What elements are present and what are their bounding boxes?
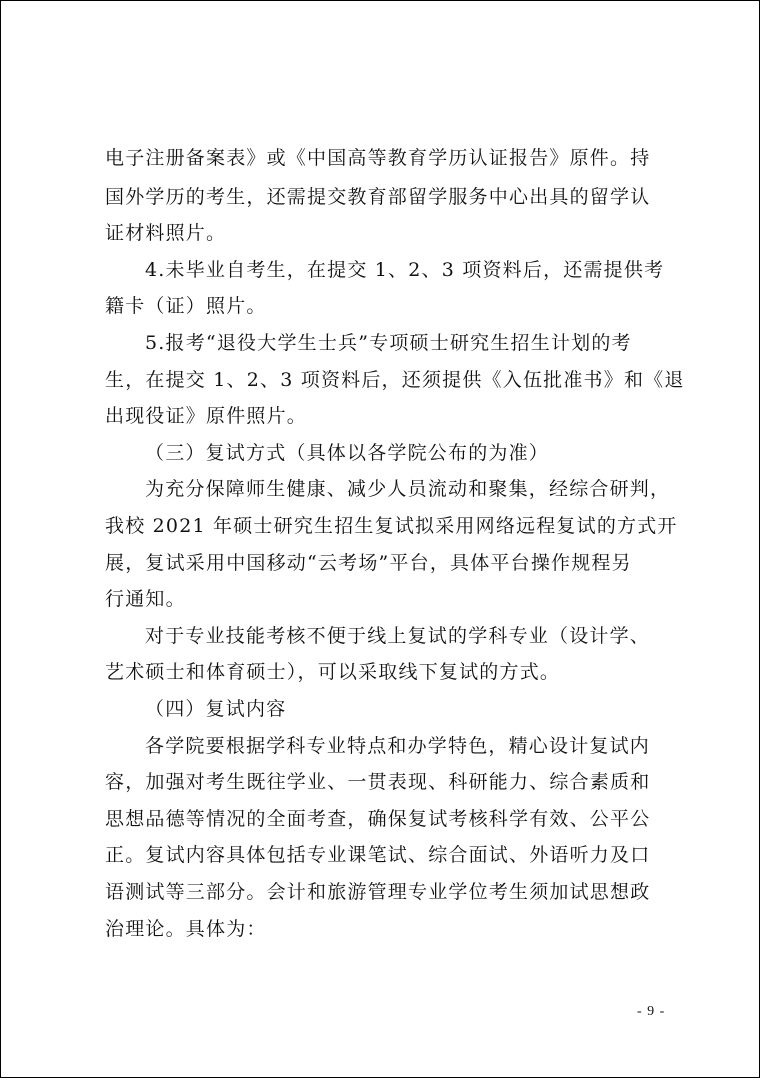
paragraph-line: 正。复试内容具体包括专业课笔试、综合面试、外语听力及口: [105, 844, 651, 866]
paragraph-line: 对于专业技能考核不便于线上复试的学科专业（设计学、: [145, 625, 651, 647]
paragraph-line: 5.报考“退役大学生士兵”专项硕士研究生招生计划的考: [145, 332, 632, 354]
paragraph-line: 我校 2021 年硕士研究生招生复试拟采用网络远程复试的方式开: [105, 515, 678, 537]
paragraph-line: 行通知。: [105, 588, 186, 610]
paragraph-line: 思想品德等情况的全面考查，确保复试考核科学有效、公平公: [105, 808, 651, 830]
paragraph-line: 容，加强对考生既往学业、一贯表现、科研能力、综合素质和: [105, 771, 651, 793]
paragraph-line: 籍卡（证）照片。: [105, 295, 267, 317]
paragraph-line: 电子注册备案表》或《中国高等教育学历认证报告》原件。持: [105, 147, 651, 169]
paragraph-line: 出现役证》原件照片。: [105, 405, 308, 427]
paragraph-line: 展，复试采用中国移动“云考场”平台，具体平台操作规程另: [105, 552, 632, 574]
section-heading-3: （三）复试方式（具体以各学院公布的为准）: [145, 442, 550, 464]
paragraph-line: 治理论。具体为：: [105, 918, 267, 940]
section-heading-4: （四）复试内容: [145, 698, 287, 720]
paragraph-line: 各学院要根据学科专业特点和办学特色，精心设计复试内: [145, 735, 651, 757]
paragraph-line: 生，在提交 1、2、3 项资料后，还须提供《入伍批准书》和《退: [105, 369, 685, 391]
paragraph-line: 证材料照片。: [105, 222, 227, 244]
paragraph-line: 4.未毕业自考生，在提交 1、2、3 项资料后，还需提供考: [145, 259, 665, 281]
paragraph-line: 语测试等三部分。会计和旅游管理专业学位考生须加试思想政: [105, 881, 651, 903]
page-number: - 9 -: [637, 1004, 666, 1019]
paragraph-line: 国外学历的考生，还需提交教育部留学服务中心出具的留学认: [105, 186, 651, 208]
paragraph-line: 艺术硕士和体育硕士），可以采取线下复试的方式。: [105, 661, 561, 683]
paragraph-line: 为充分保障师生健康、减少人员流动和聚集，经综合研判，: [145, 478, 671, 500]
